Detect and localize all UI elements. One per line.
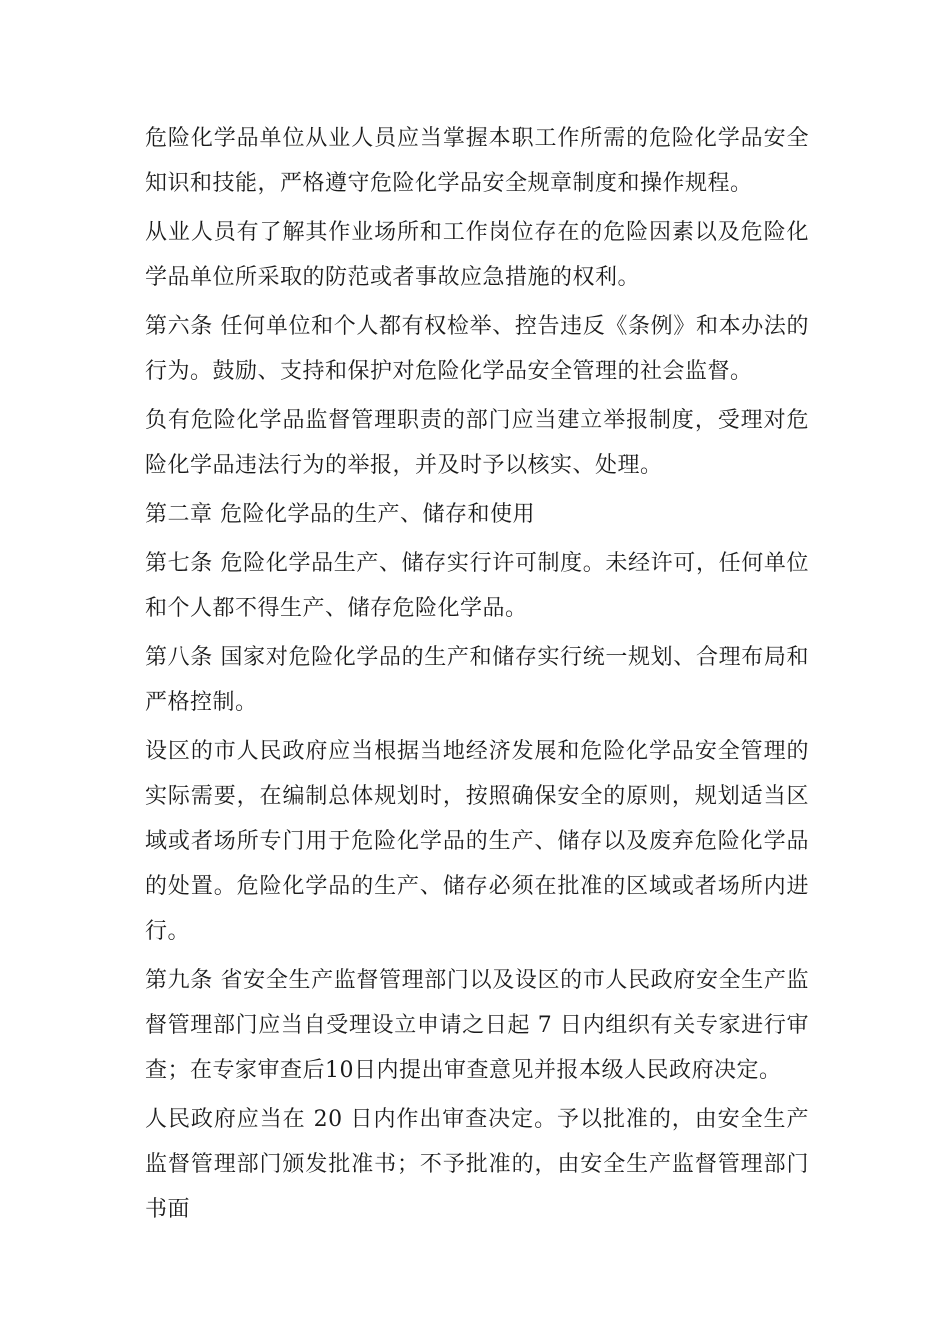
paragraph-3-article-6: 第六条 任何单位和个人都有权检举、控告违反《条例》和本办法的行为。鼓励、支持和保护对危险化学品安全管理的社会监督。 xyxy=(145,314,809,384)
paragraph-article-9: 第九条 省安全生产监督管理部门以及设区的市人民政府安全生产监督管理部门应当自受理设立申请之日起 7 日内组织有关专家进行审查；在专家审查后10日内提出审查意见并报本级人民政府决定。 xyxy=(145,968,809,1083)
paragraph-2: 从业人员有了解其作业场所和工作岗位存在的危险因素以及危险化学品单位所采取的防范或者事故应急措施的权利。 xyxy=(145,220,809,290)
document-body xyxy=(145,116,809,1236)
chapter-heading-2: 第二章 危险化学品的生产、储存和使用 xyxy=(145,502,535,527)
paragraph-article-8: 第八条 国家对危险化学品的生产和储存实行统一规划、合理布局和严格控制。 xyxy=(145,645,809,715)
paragraph-1: 危险化学品单位从业人员应当掌握本职工作所需的危险化学品安全知识和技能，严格遵守危险化学品安全规章制度和操作规程。 xyxy=(145,126,809,196)
paragraph-10: 人民政府应当在 20 日内作出审查决定。予以批准的，由安全生产监督管理部门颁发批准书；不予批准的，由安全生产监督管理部门书面 xyxy=(145,1107,809,1222)
paragraph-4: 负有危险化学品监督管理职责的部门应当建立举报制度，受理对危险化学品违法行为的举报，并及时予以核实、处理。 xyxy=(145,408,809,478)
paragraph-article-7: 第七条 危险化学品生产、储存实行许可制度。未经许可，任何单位和个人都不得生产、储存危险化学品。 xyxy=(145,551,809,621)
paragraph-8: 设区的市人民政府应当根据当地经济发展和危险化学品安全管理的实际需要，在编制总体规划时，按照确保安全的原则，规划适当区域或者场所专门用于危险化学品的生产、储存以及废弃危险化学品的处置。危险化学品的生产、储存必须在批准的区域或者场所内进行。 xyxy=(145,739,809,944)
